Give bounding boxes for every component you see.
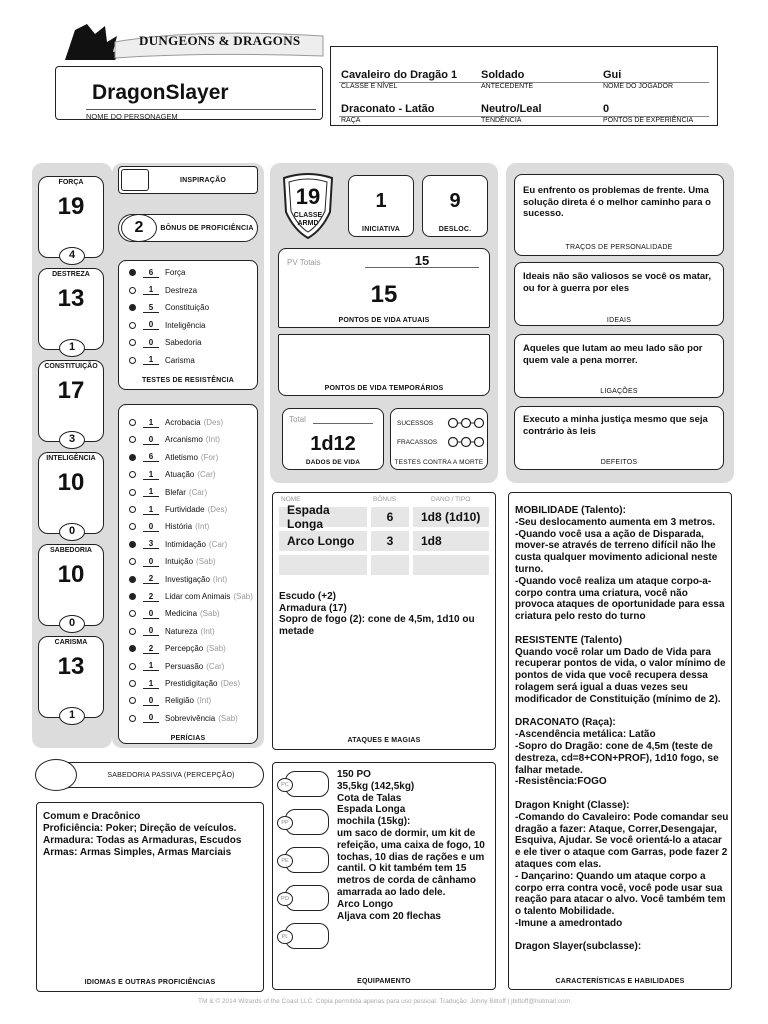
- speed-value[interactable]: 9: [449, 190, 461, 212]
- ability-score[interactable]: 13: [57, 653, 85, 680]
- speed-label: DESLOC.: [438, 226, 472, 233]
- skill-value: 3: [143, 539, 159, 549]
- skill-name: Acrobacia: [165, 418, 201, 427]
- skill-attribute: (Int): [195, 522, 210, 532]
- equipment-line: um saco de dormir, um kit de refeição, uma caixa de fogo, 10 tochas, 10 dias de rações e um cantil. O kit também tem 15 metros de corda de cânhamo amarrada ao lado dele.: [337, 827, 485, 898]
- attacks-label: ATAQUES E MAGIAS: [347, 737, 421, 744]
- saving-throw-name: Força: [165, 268, 186, 277]
- proficiency-radio[interactable]: [129, 576, 136, 583]
- proficiency-radio[interactable]: [129, 523, 136, 530]
- proficiency-radio[interactable]: [129, 645, 136, 652]
- feature-paragraph: -Quando você realiza um ataque corpo-a-corpo contra uma criatura, você não provoca ataques de oportunidade para essa criatura pelo resto do turno: [515, 575, 725, 623]
- skill-attribute: (Des): [220, 679, 241, 688]
- initiative-label: INICIATIVA: [362, 226, 400, 233]
- current-hp-value[interactable]: 15: [370, 281, 398, 308]
- proficiency-radio[interactable]: [129, 628, 136, 635]
- skill-attribute: (Int): [196, 696, 212, 706]
- skill-row[interactable]: [119, 553, 257, 570]
- proficiency-box: [118, 214, 258, 242]
- proficiency-radio[interactable]: [129, 506, 136, 513]
- language-line: Armadura: Todas as Armaduras, Escudos: [43, 835, 242, 846]
- saving-throw-value: 1: [143, 355, 159, 365]
- skill-row[interactable]: [119, 501, 257, 518]
- bonds-box: [514, 334, 724, 398]
- personality-traits-box: [514, 174, 724, 256]
- features-box: [508, 492, 732, 990]
- inspiration-checkbox[interactable]: [121, 169, 149, 191]
- flaws-label: DEFEITOS: [600, 459, 638, 466]
- background-label: ANTECEDENTE: [481, 83, 534, 90]
- coin-field[interactable]: [277, 845, 333, 875]
- logo-banner: [55, 22, 325, 62]
- saving-throws-box: [118, 260, 258, 390]
- saving-throws-label: TESTES DE RESISTÊNCIA: [141, 377, 235, 384]
- feature-paragraph: -Quando você usa a ação de Disparada, mover-se através de terreno difícil não lhe custa qualquer movimento adicional neste turno.: [515, 528, 718, 575]
- proficiency-radio[interactable]: [129, 558, 136, 565]
- attack-bonus[interactable]: 6: [371, 507, 409, 527]
- attack-name-empty[interactable]: [279, 555, 367, 575]
- ability-box: [38, 176, 104, 261]
- hit-dice-value[interactable]: 1d12: [310, 433, 356, 455]
- ability-modifier[interactable]: 0: [59, 615, 85, 633]
- skill-row[interactable]: [119, 623, 257, 640]
- coin-label: PO: [277, 892, 293, 906]
- class-level-label: CLASSE E NÍVEL: [341, 83, 398, 90]
- skill-name: Sobrevivência: [165, 713, 216, 723]
- attack-bonus-empty[interactable]: [371, 555, 409, 575]
- ideals-box: [514, 262, 724, 326]
- armor-class-label: CLASSE ARMD: [293, 212, 323, 227]
- skill-row[interactable]: [119, 692, 257, 709]
- proficiency-radio[interactable]: [129, 304, 136, 311]
- feature-paragraph: Quando você rolar um Dado de Vida para recuperar pontos de vida, o valor mínimo de pontos de vida que você recupera dessa rolagem será igual a duas vezes seu modificador de Constituição (mínimo de 2).: [515, 646, 726, 705]
- saving-throw-name: Sabedoria: [165, 338, 202, 347]
- coin-field[interactable]: [277, 807, 333, 837]
- skill-name: Percepção: [165, 644, 204, 654]
- hit-dice-box: [282, 408, 384, 470]
- skill-name: Prestidigitação: [165, 679, 218, 688]
- alignment[interactable]: Neutro/Leal: [481, 103, 542, 115]
- feature-paragraph: -Comando do Cavaleiro: Pode comandar seu dragão a fazer: Ataque, Correr,Desengajar, Esquiva, Ajudar. Se você orientá-lo a atacar e ele tiver o ataque com Garras, pode fazer 2 ataques com elas.: [515, 811, 729, 870]
- passive-wisdom-box: [36, 762, 264, 788]
- skill-value: 6: [143, 452, 159, 462]
- ability-name: CONSTITUIÇÃO: [44, 363, 98, 370]
- proficiency-radio[interactable]: [129, 697, 136, 704]
- skills-label: PERÍCIAS: [170, 735, 206, 742]
- max-hp-value[interactable]: 15: [414, 253, 430, 268]
- skill-value: 1: [143, 470, 159, 480]
- attack-damage[interactable]: 1d8: [413, 531, 489, 551]
- max-hp-label: PV Totais: [287, 258, 321, 267]
- death-success-label: SUCESSOS: [397, 420, 434, 427]
- skill-name: Medicina: [165, 609, 198, 619]
- skill-row[interactable]: [119, 588, 257, 605]
- proficiency-label: BÔNUS DE PROFICIÊNCIA: [160, 225, 254, 232]
- death-fail-label: FRACASSOS: [397, 439, 438, 446]
- hit-dice-label: DADOS DE VIDA: [305, 459, 361, 466]
- skill-attribute: (Des): [203, 418, 224, 427]
- saving-throw-value: 5: [143, 303, 159, 313]
- attacks-col-bonus: BÔNUS: [373, 496, 397, 503]
- skill-value: 0: [143, 696, 159, 706]
- proficiency-radio[interactable]: [129, 339, 136, 346]
- initiative-box: [348, 175, 414, 237]
- saving-throw-row[interactable]: [119, 352, 257, 369]
- skill-name: Lidar com Animais: [165, 592, 231, 601]
- character-info-box: [330, 46, 718, 126]
- skill-value: 2: [143, 574, 159, 584]
- inspiration-label: INSPIRAÇÃO: [180, 177, 226, 184]
- saving-throw-row[interactable]: [119, 317, 257, 334]
- skill-value: 2: [143, 644, 159, 654]
- skill-name: Religião: [165, 696, 194, 706]
- attack-bonus[interactable]: 3: [371, 531, 409, 551]
- attack-damage-empty[interactable]: [413, 555, 489, 575]
- skill-row[interactable]: [119, 449, 257, 466]
- skill-name: Arcanismo: [165, 435, 203, 445]
- ability-name: DESTREZA: [52, 271, 90, 278]
- proficiency-radio[interactable]: [129, 489, 136, 496]
- passive-wisdom-label: SABEDORIA PASSIVA (PERCEPÇÃO): [107, 772, 235, 779]
- skill-name: Persuasão: [165, 661, 204, 671]
- ability-name: FORÇA: [58, 179, 84, 186]
- skill-name: História: [165, 522, 193, 532]
- initiative-value[interactable]: 1: [375, 190, 387, 212]
- attack-name[interactable]: Arco Longo: [279, 531, 367, 551]
- equipment-line: Cota de Talas: [337, 792, 402, 804]
- skill-attribute: (Int): [200, 626, 215, 636]
- equipment-text[interactable]: [337, 769, 491, 922]
- feature-paragraph: -Sopro do Dragão: cone de 4,5m (teste de destreza, cd=8+CON+PROF), 1d10 fogo, se falhar metade.: [515, 740, 719, 776]
- hit-dice-total-label: Total: [289, 415, 306, 424]
- player-name-label: NOME DO JOGADOR: [603, 83, 674, 90]
- race-label: RAÇA: [341, 117, 361, 124]
- skill-value: 2: [143, 592, 159, 602]
- death-fail-circles-icon[interactable]: [447, 436, 485, 448]
- language-line: Comum e Dracônico: [43, 811, 141, 822]
- equipment-line: 150 PO: [337, 769, 371, 780]
- saving-throw-value: 0: [143, 338, 159, 348]
- feature-paragraph: - Dançarino: Quando um ataque corpo a corpo erra contra você, você pode usar sua reação para atacar o alvo. Você também tem o talento Mobilidade.: [515, 870, 726, 918]
- language-line: Armas: Armas Simples, Armas Marciais: [43, 847, 232, 858]
- skill-name: Atuação: [165, 470, 195, 480]
- feature-paragraph: Dragon Slayer(subclasse):: [515, 941, 642, 953]
- features-label: CARACTERÍSTICAS E HABILIDADES: [509, 978, 731, 985]
- skill-value: 1: [143, 679, 159, 689]
- equipment-line: Arco Longo: [337, 898, 394, 910]
- ability-score[interactable]: 13: [57, 285, 85, 312]
- skill-row[interactable]: [119, 571, 257, 588]
- skill-name: Intuição: [165, 557, 194, 567]
- proficiency-radio[interactable]: [129, 610, 136, 617]
- proficiency-radio[interactable]: [129, 419, 136, 426]
- saving-throw-value: 6: [143, 268, 159, 278]
- skill-name: Atletismo: [165, 452, 198, 462]
- equipment-label: EQUIPAMENTO: [357, 978, 411, 985]
- proficiency-radio[interactable]: [129, 287, 136, 294]
- current-hp-label: PONTOS DE VIDA ATUAIS: [338, 317, 430, 324]
- race[interactable]: Draconato - Latão: [341, 103, 435, 115]
- character-name-label: NOME DO PERSONAGEM: [86, 112, 178, 121]
- attack-note: Escudo (+2): [279, 591, 336, 602]
- proficiency-radio[interactable]: [129, 454, 136, 461]
- ideals-label: IDEAIS: [606, 317, 632, 324]
- proficiency-radio[interactable]: [129, 593, 136, 600]
- ability-modifier[interactable]: 0: [59, 523, 85, 541]
- skill-row[interactable]: [119, 536, 257, 553]
- feature-paragraph: -Seu deslocamento aumenta em 3 metros.: [515, 516, 716, 528]
- coin-field[interactable]: [277, 921, 333, 951]
- skill-row[interactable]: [119, 484, 257, 501]
- experience-points[interactable]: 0: [603, 103, 610, 115]
- ability-box: [38, 360, 104, 445]
- experience-points-label: PONTOS DE EXPERIÊNCIA: [603, 117, 694, 124]
- proficiency-radio[interactable]: [129, 269, 136, 276]
- equipment-line: mochila (15kg):: [337, 816, 411, 828]
- ability-name: INTELIGÊNCIA: [46, 455, 96, 462]
- character-name-box: [55, 66, 323, 120]
- attacks-col-damage: DANO / TIPO: [431, 496, 471, 503]
- attacks-col-name: NOME: [281, 496, 301, 503]
- skill-attribute: (Car): [188, 487, 208, 497]
- ability-name: CARISMA: [54, 639, 88, 646]
- saving-throw-value: 0: [143, 320, 159, 330]
- skill-row[interactable]: [119, 675, 257, 692]
- saving-throw-row[interactable]: [119, 282, 257, 299]
- saving-throw-name: Inteligência: [165, 320, 206, 330]
- skill-row[interactable]: [119, 658, 257, 675]
- skill-attribute: (Car): [197, 470, 216, 480]
- ability-score[interactable]: 10: [57, 561, 85, 588]
- personality-traits-label: TRAÇOS DE PERSONALIDADE: [565, 244, 673, 251]
- footer-copyright: TM & © 2014 Wizards of the Coast LLC. Cópia permitida apenas para uso pessoal. Tradução: Johny Bittoff | jbittoff@hotmail.com: [198, 998, 570, 1005]
- skill-name: Blefar: [165, 487, 186, 497]
- class-level[interactable]: Cavaleiro do Dragão 1: [341, 69, 458, 81]
- skill-attribute: (Sab): [218, 713, 238, 723]
- logo-text: DUNGEONS & DRAGONS: [139, 33, 301, 48]
- skill-attribute: (Sab): [196, 557, 216, 567]
- bonds-text[interactable]: Aqueles que lutam ao meu lado são por quem vale a pena morrer.: [523, 343, 703, 366]
- flaws-text[interactable]: Executo a minha justiça mesmo que seja contrário às leis: [523, 414, 708, 437]
- feature-paragraph: [515, 623, 729, 635]
- current-hp-box: [278, 248, 490, 328]
- skill-name: Natureza: [165, 626, 198, 636]
- skill-value: 0: [143, 713, 159, 723]
- ability-box: [38, 636, 104, 721]
- equipment-line: Espada Longa: [337, 804, 406, 816]
- character-name[interactable]: DragonSlayer: [92, 81, 229, 104]
- proficiency-radio[interactable]: [129, 357, 136, 364]
- proficiency-radio[interactable]: [129, 541, 136, 548]
- saving-throw-value: 1: [143, 285, 159, 295]
- proficiency-radio[interactable]: [129, 322, 136, 329]
- death-saves-label: TESTES CONTRA A MORTE: [394, 459, 484, 466]
- coin-label: PL: [277, 930, 293, 944]
- ability-score[interactable]: 17: [57, 377, 85, 404]
- saving-throw-name: Destreza: [165, 285, 198, 295]
- skill-value: 0: [143, 609, 159, 619]
- ability-box: [38, 268, 104, 353]
- equipment-box: [272, 762, 496, 990]
- skill-row[interactable]: [119, 605, 257, 622]
- armor-class: [280, 172, 336, 240]
- attack-damage[interactable]: 1d8 (1d10): [413, 507, 489, 527]
- background[interactable]: Soldado: [481, 69, 525, 81]
- languages-box: [36, 802, 264, 992]
- skill-row[interactable]: [119, 518, 257, 535]
- skill-value: 0: [143, 522, 159, 532]
- personality-traits-text[interactable]: Eu enfrento os problemas de frente. Uma solução direta é o melhor caminho para o sucesso.: [523, 185, 711, 219]
- skill-value: 1: [143, 418, 159, 428]
- inspiration-box[interactable]: [118, 166, 258, 194]
- skill-value: 0: [143, 435, 159, 445]
- feature-paragraph: -Imune a amedrontado: [515, 917, 623, 929]
- skill-name: Investigação: [165, 574, 210, 584]
- equipment-line: Aljava com 20 flechas: [337, 910, 441, 922]
- skill-value: 0: [143, 557, 159, 567]
- player-name[interactable]: Gui: [603, 69, 622, 81]
- attack-note: Armadura (17): [279, 602, 347, 614]
- attack-note: Sopro de fogo (2): cone de 4,5m, 1d10 ou metade: [279, 614, 475, 637]
- skill-attribute: (Sab): [206, 644, 226, 654]
- languages-label: IDIOMAS E OUTRAS PROFICIÊNCIAS: [84, 979, 216, 986]
- skills-box: [118, 404, 258, 744]
- saving-throw-row[interactable]: [119, 264, 257, 281]
- skill-value: 0: [143, 626, 159, 636]
- ability-modifier[interactable]: 1: [59, 707, 85, 725]
- coin-label: PP: [277, 816, 293, 830]
- attack-name[interactable]: Espada Longa: [279, 507, 367, 527]
- coin-field[interactable]: [277, 883, 333, 913]
- skill-name: Furtividade: [165, 505, 205, 514]
- proficiency-radio[interactable]: [129, 436, 136, 443]
- bonds-label: LIGAÇÕES: [600, 388, 638, 395]
- flaws-box: [514, 406, 724, 470]
- temp-hp-label: PONTOS DE VIDA TEMPORÁRIOS: [324, 385, 444, 392]
- attacks-box: [272, 492, 496, 750]
- proficiency-value[interactable]: 2: [121, 214, 157, 242]
- passive-wisdom-value[interactable]: [35, 759, 77, 791]
- alignment-label: TENDÊNCIA: [481, 117, 522, 124]
- feature-paragraph: [515, 706, 729, 718]
- language-line: Proficiência: Poker; Direção de veículos.: [43, 823, 237, 834]
- skill-attribute: (Int): [212, 574, 228, 584]
- ability-name: SABEDORIA: [49, 547, 92, 554]
- death-success-circles-icon[interactable]: [447, 417, 485, 429]
- coin-label: PC: [277, 778, 293, 792]
- ability-box: [38, 452, 104, 537]
- ability-score[interactable]: 10: [57, 469, 85, 496]
- death-saves-box: [390, 408, 488, 470]
- feature-paragraph: [515, 930, 729, 942]
- skill-value: 1: [143, 661, 159, 671]
- proficiency-radio[interactable]: [129, 715, 136, 722]
- languages-text[interactable]: [43, 811, 259, 859]
- feature-paragraph: RESISTENTE (Talento): [515, 634, 623, 646]
- feature-paragraph: Dragon Knight (Classe):: [515, 799, 630, 811]
- features-text[interactable]: [515, 505, 729, 977]
- feature-paragraph: [515, 788, 729, 800]
- ability-modifier[interactable]: 1: [59, 339, 85, 357]
- skill-attribute: (Des): [207, 505, 228, 514]
- saving-throw-name: Carisma: [165, 355, 195, 365]
- skill-attribute: (Sab): [233, 592, 253, 601]
- skill-row[interactable]: [119, 640, 257, 657]
- skill-attribute: (Sab): [200, 609, 220, 619]
- skill-name: Intimidação: [165, 539, 206, 549]
- feature-paragraph: -Resistência:FOGO: [515, 776, 607, 788]
- skill-attribute: (Car): [208, 539, 228, 549]
- ability-modifier[interactable]: 4: [59, 247, 85, 265]
- coin-label: PE: [277, 854, 293, 868]
- ability-box: [38, 544, 104, 629]
- proficiency-radio[interactable]: [129, 680, 136, 687]
- proficiency-radio[interactable]: [129, 471, 136, 478]
- skill-row[interactable]: [119, 710, 257, 727]
- armor-class-value[interactable]: 19: [295, 184, 321, 209]
- ability-score[interactable]: 19: [57, 193, 85, 220]
- attack-notes[interactable]: [279, 591, 489, 637]
- equipment-line: 35,5kg (142,5kg): [337, 780, 415, 792]
- skill-row[interactable]: [119, 414, 257, 431]
- saving-throw-row[interactable]: [119, 334, 257, 351]
- coin-field[interactable]: [277, 769, 333, 799]
- skill-attribute: (Car): [206, 661, 225, 671]
- ability-modifier[interactable]: 3: [59, 431, 85, 449]
- ideals-text[interactable]: Ideais não são valiosos se você os matar, ou for à guerra por eles: [523, 271, 711, 294]
- feature-paragraph: DRACONATO (Raça):: [515, 717, 616, 729]
- skill-row[interactable]: [119, 431, 257, 448]
- saving-throw-name: Constituição: [165, 303, 210, 312]
- saving-throw-row[interactable]: [119, 299, 257, 316]
- skill-attribute: (For): [200, 452, 219, 462]
- feature-paragraph: -Ascendência metálica: Latão: [515, 729, 656, 741]
- proficiency-radio[interactable]: [129, 663, 136, 670]
- temp-hp-box[interactable]: [278, 334, 490, 396]
- speed-box: [422, 175, 488, 237]
- skill-value: 1: [143, 505, 159, 515]
- skill-attribute: (Int): [205, 435, 221, 445]
- skill-value: 1: [143, 487, 159, 497]
- skill-row[interactable]: [119, 466, 257, 483]
- feature-paragraph: MOBILIDADE (Talento):: [515, 505, 626, 516]
